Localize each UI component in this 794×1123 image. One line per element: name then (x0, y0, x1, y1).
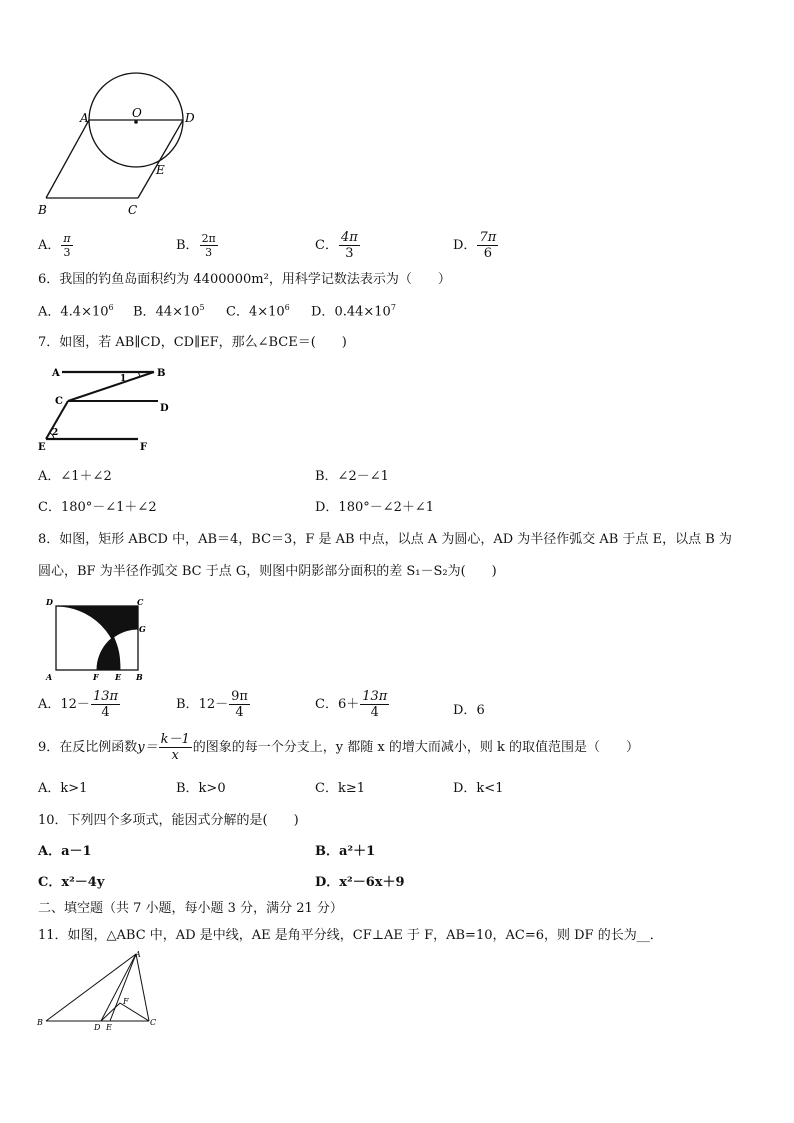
q8-stem-line2: 圆心，BF 为半径作弧交 BC 于点 G，则图中阴影部分面积的差 S₁－S₂为( ) (38, 564, 497, 579)
q8-option-a-frac: $\frac{13\pi}{4}$ (92, 689, 119, 720)
q5-option-a-frac: $\frac{\pi}{3}$ (63, 232, 71, 259)
q11-label-e: E (106, 1023, 112, 1032)
q7-label-e: E (38, 442, 46, 453)
q5-option-b: B． $\frac{2\pi}{3}$ (176, 232, 216, 259)
q8-option-c-frac: $\frac{13\pi}{4}$ (362, 689, 388, 720)
q8-label-e: E (115, 672, 122, 682)
q7-label-two: 2 (52, 428, 59, 438)
q8-label-g: G (139, 624, 146, 634)
q5-option-d-frac: $\frac{7\pi}{6}$ (479, 230, 497, 261)
q9-option-b: B．k>0 (176, 781, 226, 796)
q8-stem-line1: 8．如图，矩形 ABCD 中，AB＝4，BC＝3，F 是 AB 中点，以点 A 为圆心，AD 为半径作弧交 AB 于点 E，以点 B 为 (38, 532, 732, 547)
q7-figure (30, 362, 180, 454)
q10-option-d: D．x²－6x＋9 (315, 875, 405, 890)
q6-option-c: C．$4\times 10^6$ (226, 303, 290, 320)
q7-label-a: A (52, 368, 60, 379)
q7-option-c: C．180°－∠1＋∠2 (38, 500, 157, 515)
q7-option-d: D．180°－∠2＋∠1 (315, 500, 435, 515)
q7-label-one: 1 (120, 374, 127, 384)
q11-figure (34, 948, 169, 1036)
q8-label-b: B (136, 672, 143, 682)
section-heading: 二、填空题（共 7 小题，每小题 3 分，满分 21 分） (38, 901, 343, 916)
q8-label-a: A (46, 672, 53, 682)
q11-label-b: B (37, 1018, 43, 1027)
q9-stem: 9．在反比例函数y＝ $\frac{k-1}{x}$ 的图象的每一个分支上，y 都随 x 的增大而减小，则 k 的取值范围是（ ） (38, 732, 640, 763)
q6-option-b: B．$44\times 10^5$ (133, 303, 205, 320)
q5-label-c: C (128, 203, 138, 217)
q9-option-d: D．k<1 (453, 781, 504, 796)
q5-label-a: A (80, 111, 89, 125)
q7-label-d: D (160, 403, 169, 414)
q11-label-d: D (94, 1023, 101, 1032)
q6-option-d: D．$0.44\times 10^7$ (311, 303, 396, 320)
q8-option-a: A．12－ $\frac{13\pi}{4}$ (38, 689, 119, 720)
q10-option-a: A．a－1 (38, 844, 92, 859)
q7-label-b: B (157, 368, 166, 379)
q5-label-e: E (156, 163, 165, 177)
q11-stem: 11．如图，△ABC 中，AD 是中线，AE 是角平分线，CF⊥AE 于 F，AB=10，AC=6，则 DF 的长为__． (38, 928, 663, 943)
q10-stem: 10．下列四个多项式，能因式分解的是( ) (38, 813, 299, 828)
q5-option-c-frac: $\frac{4\pi}{3}$ (340, 230, 358, 261)
q8-label-f: F (93, 672, 99, 682)
q8-figure (40, 594, 160, 682)
q8-option-d: D．6 (453, 703, 485, 718)
q8-label-d: D (46, 597, 53, 607)
q7-option-b: B．∠2－∠1 (315, 469, 389, 484)
q5-label-o: O (132, 106, 142, 120)
q8-label-c: C (137, 597, 144, 607)
q11-label-c: C (150, 1018, 157, 1027)
q11-label-f: F (123, 997, 129, 1006)
q5-option-d: D． $\frac{7\pi}{6}$ (453, 230, 497, 261)
q7-label-c: C (55, 396, 63, 407)
q7-option-a: A．∠1＋∠2 (38, 469, 112, 484)
q8-option-b-frac: $\frac{9\pi}{4}$ (231, 689, 248, 720)
q9-option-c: C．k≥1 (315, 781, 365, 796)
q9-option-a: A．k>1 (38, 781, 88, 796)
q7-label-f: F (140, 442, 148, 453)
q5-figure (30, 70, 210, 220)
q9-fraction: $\frac{k-1}{x}$ (160, 732, 190, 763)
q5-option-c: C． $\frac{4\pi}{3}$ (315, 230, 358, 261)
q11-label-a: A (135, 950, 141, 959)
q6-option-a: A．$4.4\times 10^6$ (38, 303, 114, 320)
q10-option-b: B．a²＋1 (315, 844, 376, 859)
q7-stem: 7．如图，若 AB∥CD，CD∥EF，那么∠BCE＝( ) (38, 335, 347, 350)
q5-label-b: B (38, 203, 47, 217)
q5-option-a: A． $\frac{\pi}{3}$ (38, 232, 71, 259)
q10-option-c: C．x²－4y (38, 875, 105, 890)
q8-option-b: B．12－ $\frac{9\pi}{4}$ (176, 689, 248, 720)
q5-label-d: D (185, 111, 195, 125)
q6-stem: 6．我国的钓鱼岛面积约为 4400000m²，用科学记数法表示为（ ） (38, 272, 451, 287)
q5-option-b-frac: $\frac{2\pi}{3}$ (201, 232, 216, 259)
q8-option-c: C．6＋ $\frac{13\pi}{4}$ (315, 689, 388, 720)
